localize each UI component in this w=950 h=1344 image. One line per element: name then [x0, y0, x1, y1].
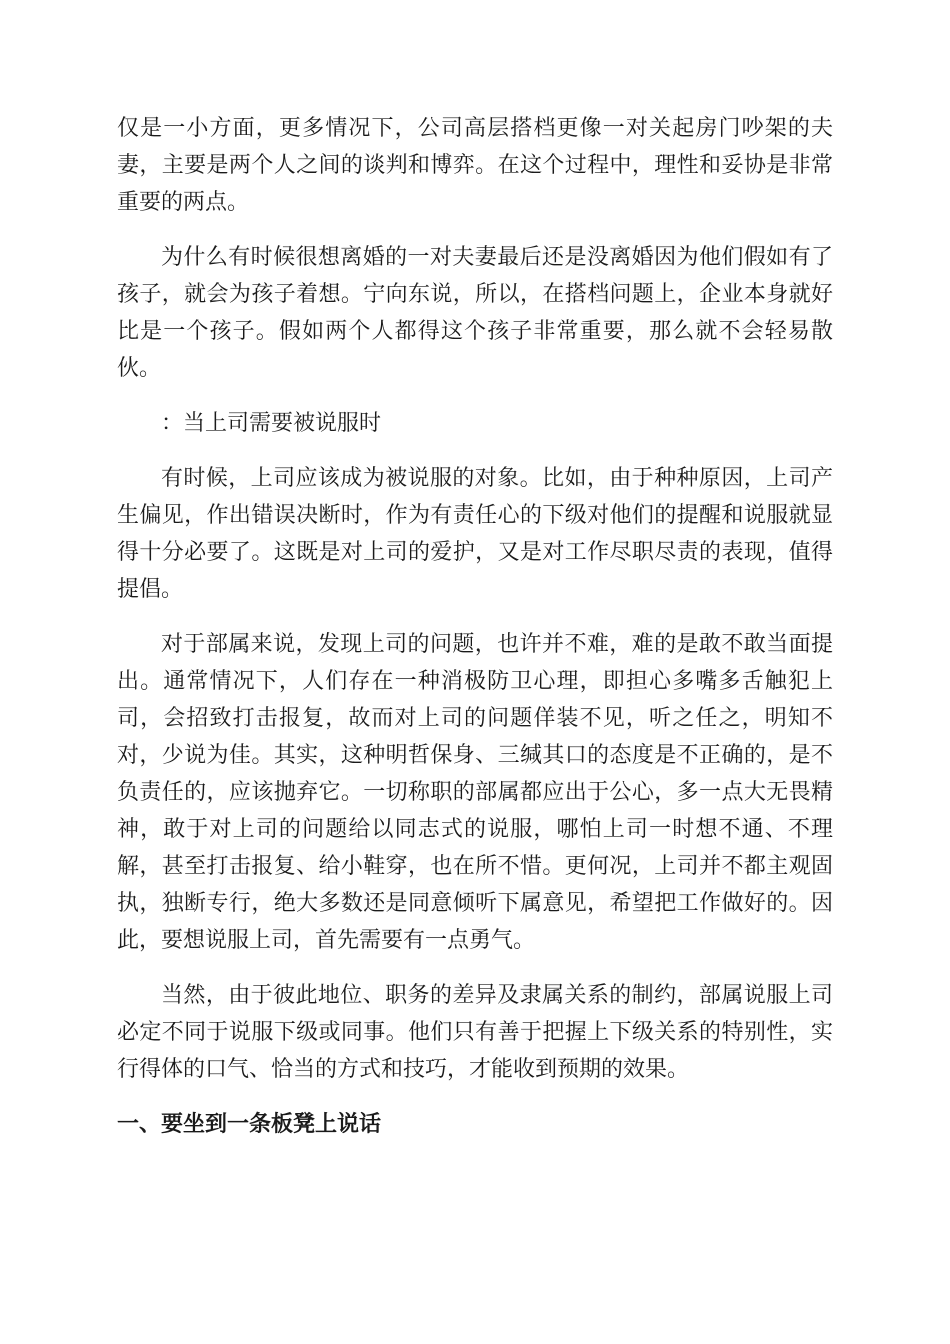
section-heading: 一、要坐到一条板凳上说话 — [117, 1112, 382, 1137]
section-subtitle: ：当上司需要被说服时 — [161, 411, 382, 436]
paragraph-courage: 对于部属来说，发现上司的问题，也许并不难，难的是敢不敢当面提出。通常情况下，人们存在一种消极防卫心理，即担心多嘴多舌触犯上司，会招致打击报复，故而对上司的问题佯装不见，听之任之，明知不对，少说为佳。其实，这种明哲保身、三缄其口的态度是不正确的，是不负责任的，应该抛弃它。一切称职的部属都应出于公心，多一点大无畏精神，敢于对上司的问题给以同志式的说服，哪怕上司一时想不通、不理解，甚至打击报复、给小鞋穿，也在所不惜。更何况，上司并不都主观固执，独断专行，绝大多数还是同意倾听下属意见，希望把工作做好的。因此，要想说服上司，首先需要有一点勇气。 — [117, 632, 833, 953]
paragraph-divorce-analogy: 为什么有时候很想离婚的一对夫妻最后还是没离婚因为他们假如有了孩子，就会为孩子着想。宁向东说，所以，在搭档问题上，企业本身就好比是一个孩子。假如两个人都得这个孩子非常重要，那么就不会轻易散伙。 — [117, 245, 833, 381]
paragraph-relationship: 当然，由于彼此地位、职务的差异及隶属关系的制约，部属说服上司必定不同于说服下级或同事。他们只有善于把握上下级关系的特别性，实行得体的口气、恰当的方式和技巧，才能收到预期的效果。 — [117, 983, 833, 1082]
paragraph-continuation: 仅是一小方面，更多情况下，公司高层搭档更像一对关起房门吵架的夫妻，主要是两个人之间的谈判和博弈。在这个过程中，理性和妥协是非常重要的两点。 — [117, 116, 833, 215]
document-page — [117, 110, 833, 1143]
paragraph-persuade-boss: 有时候，上司应该成为被说服的对象。比如，由于种种原因，上司产生偏见，作出错误决断时，作为有责任心的下级对他们的提醒和说服就显得十分必要了。这既是对上司的爱护，又是对工作尽职尽责的表现，值得提倡。 — [117, 466, 833, 602]
